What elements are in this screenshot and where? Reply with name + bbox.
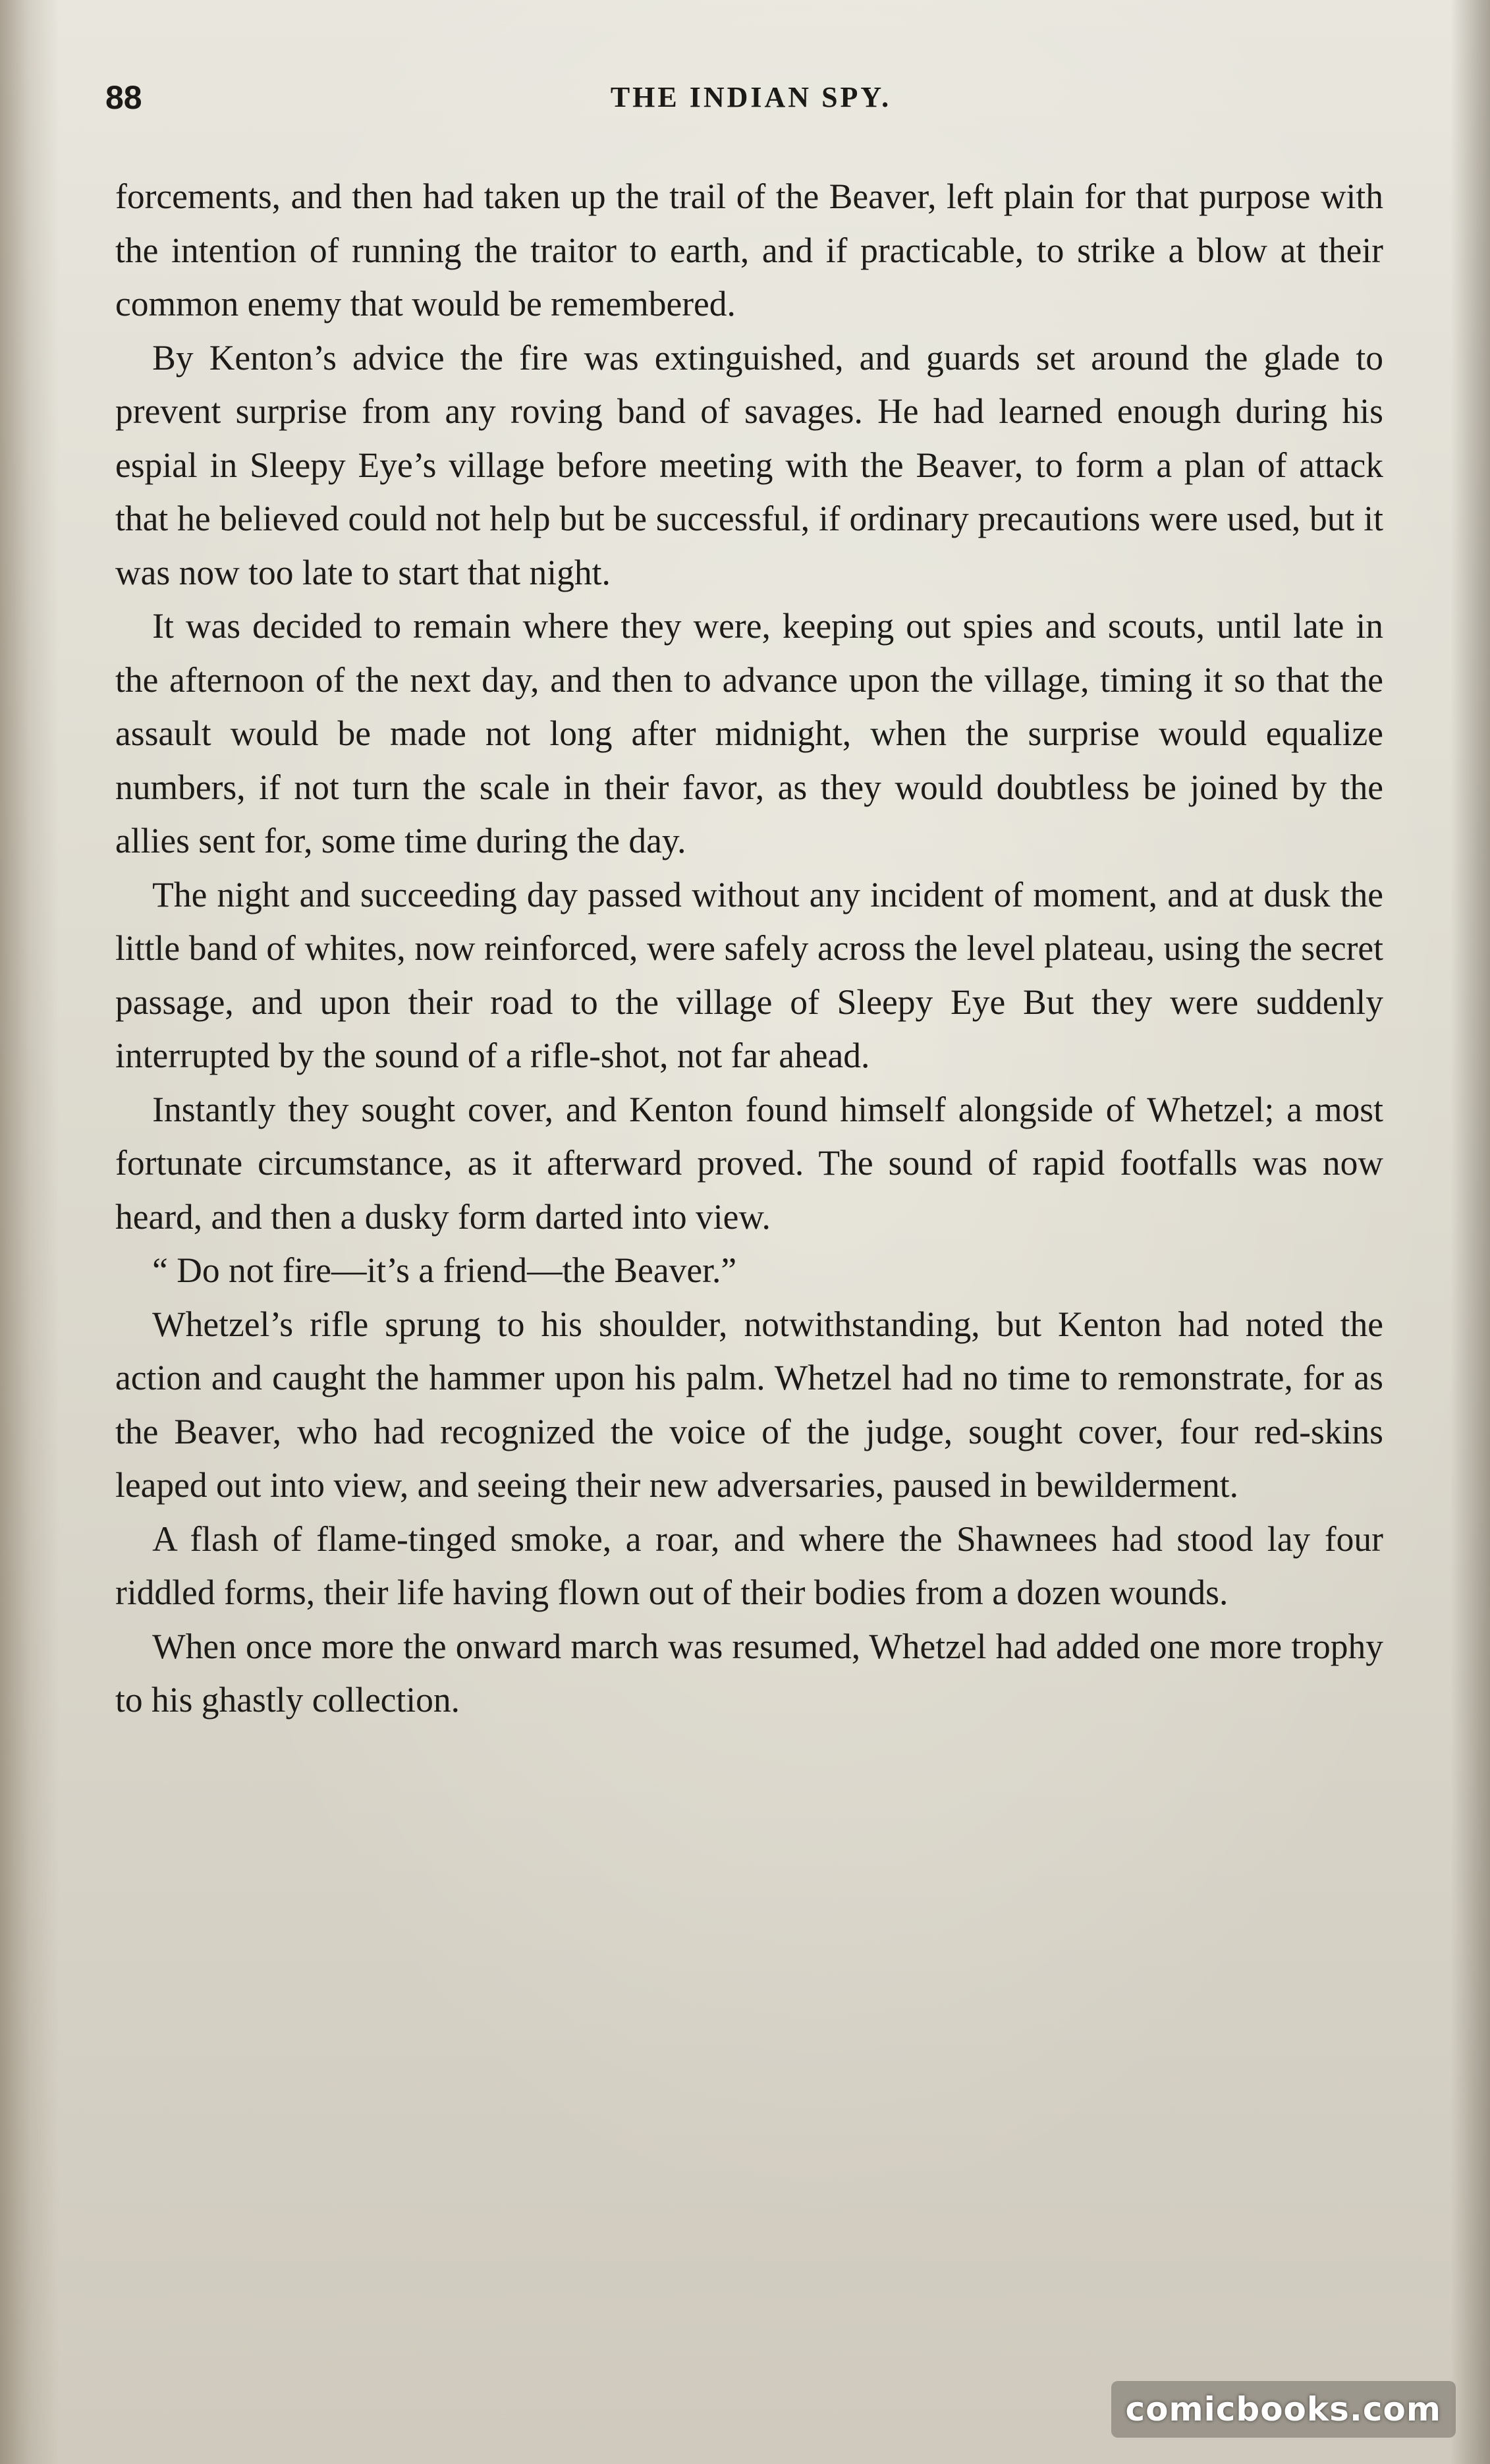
- dialogue-line: “ Do not fire—it’s a friend—the Beaver.”: [152, 1250, 737, 1290]
- paragraph: By Kenton’s advice the fire was extinguished, and guards set around the glade to prevent surprise from any roving band of savages. He had learned enough during his espial in Sleepy Eye’s village before meeting with the Beaver, to form a plan of attack that he believed could not help but be successful, if ordinary precautions were used, but it was now too late to start that night.: [115, 337, 1383, 592]
- body-text: [115, 170, 1383, 1727]
- paragraph: When once more the onward march was resumed, Whetzel had added one more trophy to his ghastly collection.: [115, 1626, 1383, 1720]
- page-header: [105, 71, 1396, 124]
- page-number: 88: [105, 79, 142, 116]
- paragraph-continued: forcements, and then had taken up the trail of the Beaver, left plain for that purpose with the intention of running the traitor to earth, and if practicable, to strike a blow at their common enemy that would be remembered.: [115, 177, 1383, 323]
- paragraph: A flash of flame-tinged smoke, a roar, and where the Shawnees had stood lay four riddled forms, their life having flown out of their bodies from a dozen wounds.: [115, 1519, 1383, 1612]
- paragraph: The night and succeeding day passed without any incident of moment, and at dusk the little band of whites, now reinforced, were safely across the level plateau, using the secret passage, and upon their road to the village of Sleepy Eye But they were suddenly interrupted by the sound of a rifle-shot, not far ahead.: [115, 874, 1383, 1075]
- paragraph: Whetzel’s rifle sprung to his shoulder, notwithstanding, but Kenton had noted the action and caught the hammer upon his palm. Whetzel had no time to remonstrate, for as the Beaver, who had recognized the voice of the judge, sought cover, four red-skins leaped out into view, and seeing their new adversaries, paused in bewilderment.: [115, 1304, 1383, 1505]
- running-head: THE INDIAN SPY.: [610, 81, 892, 113]
- paragraph: It was decided to remain where they were, keeping out spies and scouts, until late in the afternoon of the next day, and then to advance upon the village, timing it so that the assault would be made not long after midnight, when the surprise would equalize numbers, if not turn the scale in their favor, as they would doubtless be joined by the allies sent for, some time during the day.: [115, 606, 1383, 860]
- watermark: comicbooks.com: [1111, 2381, 1456, 2438]
- paragraph: Instantly they sought cover, and Kenton found himself alongside of Whetzel; a most fortunate circumstance, as it afterward proved. The sound of rapid footfalls was now heard, and then a dusky form darted into view.: [115, 1089, 1383, 1237]
